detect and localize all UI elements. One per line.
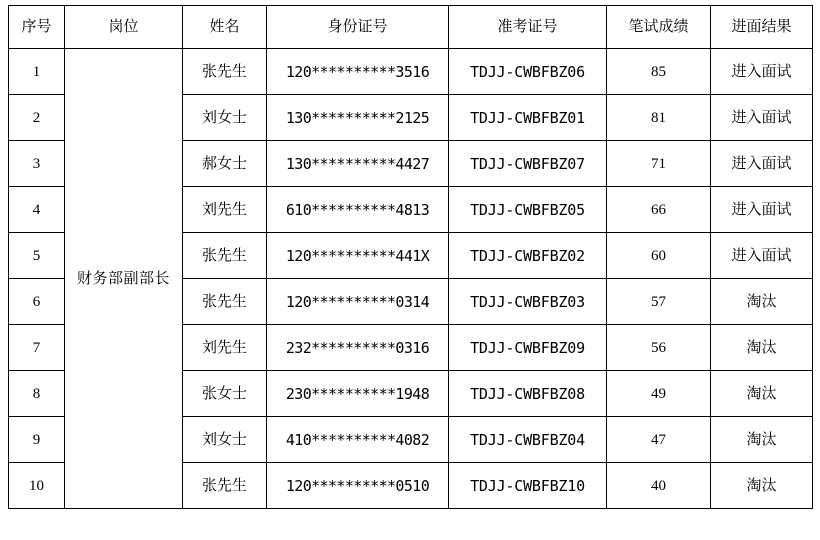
cell-score: 40	[607, 463, 711, 509]
cell-name: 张女士	[183, 371, 267, 417]
cell-result: 淘汰	[711, 463, 813, 509]
cell-score: 81	[607, 95, 711, 141]
cell-ticket: TDJJ-CWBFBZ03	[449, 279, 607, 325]
cell-result: 淘汰	[711, 279, 813, 325]
table-header-row	[9, 6, 813, 49]
cell-ticket: TDJJ-CWBFBZ04	[449, 417, 607, 463]
column-header-name: 姓名	[183, 6, 267, 49]
cell-score: 66	[607, 187, 711, 233]
cell-id-number: 120**********0510	[267, 463, 449, 509]
cell-index: 10	[9, 463, 65, 509]
cell-name: 刘女士	[183, 95, 267, 141]
cell-id-number: 120**********3516	[267, 49, 449, 95]
cell-name: 郝女士	[183, 141, 267, 187]
column-header-result: 进面结果	[711, 6, 813, 49]
cell-name: 刘先生	[183, 325, 267, 371]
cell-result: 进入面试	[711, 187, 813, 233]
cell-score: 57	[607, 279, 711, 325]
cell-name: 刘女士	[183, 417, 267, 463]
column-header-score: 笔试成绩	[607, 6, 711, 49]
cell-name: 张先生	[183, 49, 267, 95]
cell-name: 张先生	[183, 279, 267, 325]
cell-index: 3	[9, 141, 65, 187]
cell-score: 85	[607, 49, 711, 95]
column-header-post: 岗位	[65, 6, 183, 49]
cell-index: 7	[9, 325, 65, 371]
cell-score: 47	[607, 417, 711, 463]
table-body	[9, 49, 813, 509]
cell-result: 淘汰	[711, 417, 813, 463]
cell-ticket: TDJJ-CWBFBZ02	[449, 233, 607, 279]
cell-index: 9	[9, 417, 65, 463]
cell-index: 2	[9, 95, 65, 141]
column-header-ticket: 准考证号	[449, 6, 607, 49]
table-header	[9, 6, 813, 49]
column-header-id-number: 身份证号	[267, 6, 449, 49]
cell-ticket: TDJJ-CWBFBZ10	[449, 463, 607, 509]
cell-ticket: TDJJ-CWBFBZ06	[449, 49, 607, 95]
cell-ticket: TDJJ-CWBFBZ07	[449, 141, 607, 187]
cell-score: 60	[607, 233, 711, 279]
cell-index: 1	[9, 49, 65, 95]
cell-name: 张先生	[183, 233, 267, 279]
cell-ticket: TDJJ-CWBFBZ05	[449, 187, 607, 233]
table-row	[9, 49, 813, 95]
cell-id-number: 610**********4813	[267, 187, 449, 233]
cell-ticket: TDJJ-CWBFBZ08	[449, 371, 607, 417]
cell-id-number: 230**********1948	[267, 371, 449, 417]
cell-result: 淘汰	[711, 371, 813, 417]
cell-id-number: 130**********4427	[267, 141, 449, 187]
cell-name: 刘先生	[183, 187, 267, 233]
cell-ticket: TDJJ-CWBFBZ09	[449, 325, 607, 371]
column-header-index: 序号	[9, 6, 65, 49]
cell-id-number: 120**********441X	[267, 233, 449, 279]
cell-post: 财务部副部长	[65, 49, 183, 509]
cell-result: 进入面试	[711, 233, 813, 279]
exam-results-table	[8, 5, 813, 509]
cell-index: 5	[9, 233, 65, 279]
cell-result: 进入面试	[711, 141, 813, 187]
cell-index: 4	[9, 187, 65, 233]
cell-index: 6	[9, 279, 65, 325]
cell-score: 56	[607, 325, 711, 371]
cell-result: 进入面试	[711, 95, 813, 141]
cell-id-number: 130**********2125	[267, 95, 449, 141]
cell-score: 49	[607, 371, 711, 417]
cell-name: 张先生	[183, 463, 267, 509]
cell-ticket: TDJJ-CWBFBZ01	[449, 95, 607, 141]
cell-id-number: 120**********0314	[267, 279, 449, 325]
cell-result: 淘汰	[711, 325, 813, 371]
cell-result: 进入面试	[711, 49, 813, 95]
cell-score: 71	[607, 141, 711, 187]
cell-index: 8	[9, 371, 65, 417]
cell-id-number: 232**********0316	[267, 325, 449, 371]
cell-id-number: 410**********4082	[267, 417, 449, 463]
